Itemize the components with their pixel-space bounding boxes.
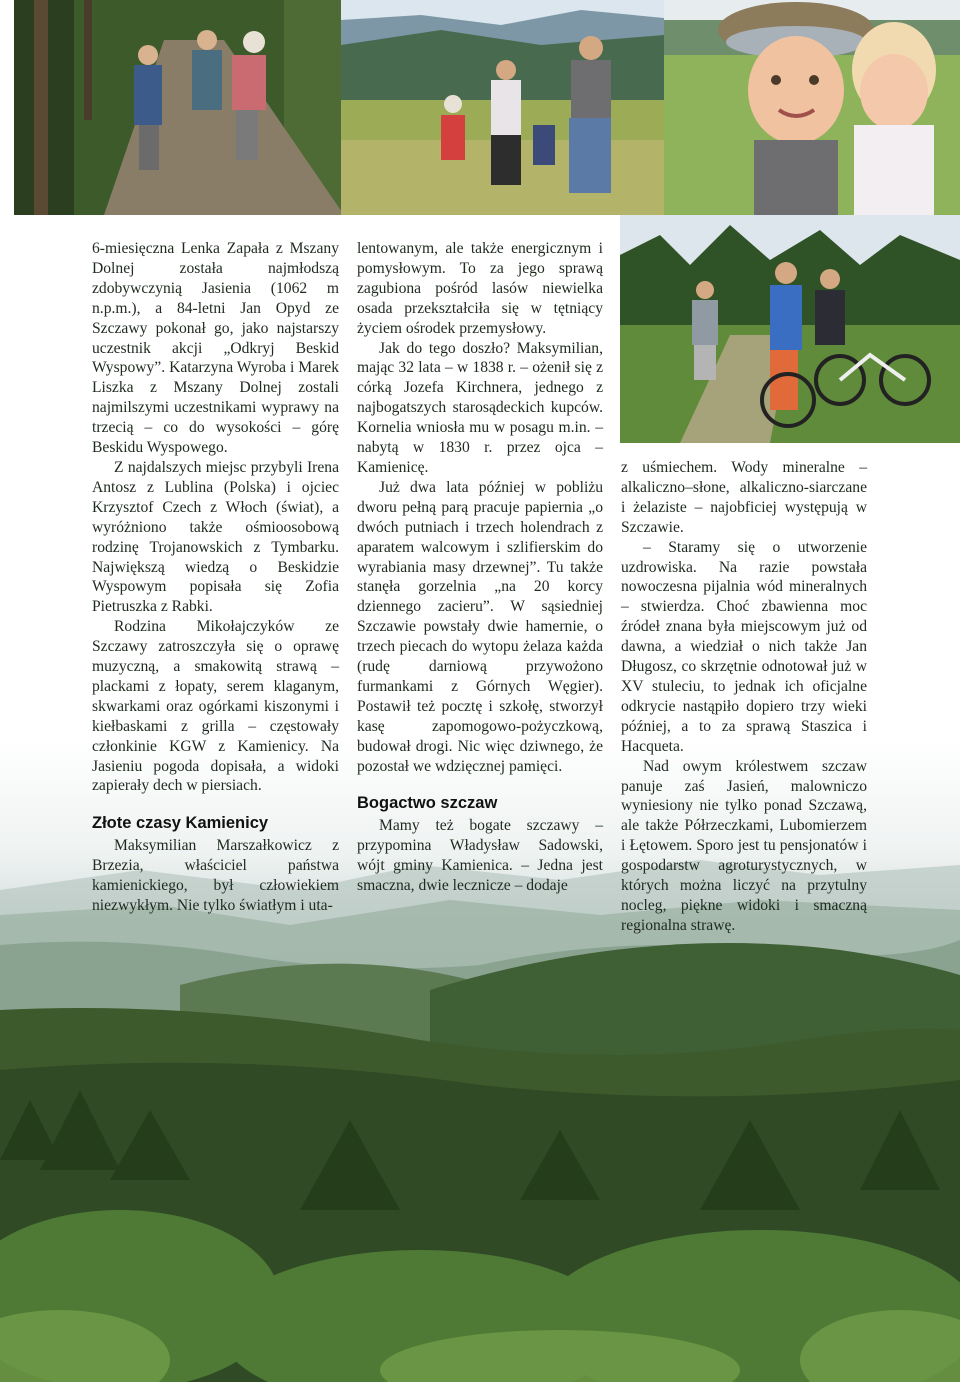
section-heading: Bogactwo szczaw [357,794,498,813]
children-photo [664,0,960,215]
paragraph: Maksymilian Marszałkowicz z Brzezia, właściciel państwa kamienickiego, był człowiekiem niezwykłym. Nie tylko światłym i uta- [92,837,339,915]
paragraph: Mamy też bogate szczawy – przypomina Władysław Sadowski, wójt gminy Kamienica. – Jedna jest smaczna, dwie lecznicze – dodaje [357,817,603,895]
text-column-3 [621,458,867,936]
paragraph: lentowanym, ale także energicznym i pomysłowym. To za jego sprawą zagubiona pośród lasów niewielka osada przekształciła się w tętniący życiem ośrodek przemysłowy. [357,240,603,337]
paragraph: Jak do tego doszło? Maksymilian, mając 32 lata – w 1838 r. – ożenił się z córką Jozefa Kirchnera, jednego z najbogatszych starosądeckich kupców. Kornelia wniosła mu w posagu m.in. – nabytą w 1830 r. przez ojca – Kamienicę. [357,339,603,476]
hikers-photo [14,0,344,215]
paragraph: – Staramy się o utworzenie uzdrowiska. Na razie powstała nowoczesna pijalnia wód mineralnych – stwierdza. Choć zbawienna moc źródeł znana była miejscowym już od dawna, a wiedział o nich także Jan Długosz, co skrzętnie odnotował już w XV stuleciu, to jednak ich oficjalne odkrycie nastąpiło dopiero trzy wieki później, a to za sprawą Staszica i Hacqueta. [621,538,867,755]
family-hike-photo [341,0,664,215]
paragraph: Z najdalszych miejsc przybyli Irena Antosz z Lublina (Polska) i ojciec Krzysztof Czech z Włoch (świat), a wyróżniono także ośmioosobową rodzinę Trojanowskich z Tymbarku. Największą wiedzą o Beskidzie Wyspowym popisała się Zofia Pietruszka z Rabki. [92,458,339,616]
paragraph: 6-miesięczna Lenka Zapała z Mszany Dolnej została najmłodszą zdobywczynią Jasienia (1062 m n.p.m.), a 84-letni Jan Opyd ze Szczawy pokonał go, jako najstarszy uczestnik akcji „Odkryj Beskid Wyspowy”. Katarzyna Wyroba i Marek Liszka z Mszany Dolnej zostali najmilszymi uczestnikami wyprawy na trzecią – co do wysokości – górę Beskidu Wyspowego. [92,240,339,457]
paragraph: Rodzina Mikołajczyków ze Szczawy zatroszczyła się o oprawę muzyczną, a smakowitą strawą – plackami z łopaty, serem klaganym, skwarkami oraz ogórkami kiszonymi i kiełbaskami z grilla – częstowały członkinie KGW z Kamienicy. Na Jasieniu pogoda dopisała, a widoki zapierały dech w piersiach. [92,618,339,795]
paragraph: Już dwa lata później w pobliżu dworu pełną parą pracuje papiernia „o dwóch putniach i trzech holendrach z aparatem walcowym i szlifierskim do wyrabiania masy drzewnej”. Tu także stanęła gorzelnia „na 20 korcy dziennego zacieru”. W sąsiedniej Szczawie powstały dwie hamernie, o trzech piecach do wytopu żelaza każda (rudę darniową przywożono furmankami z Górnych Węgier). Postawił też pocztę i szkołę, stworzył kasę zapomogowo-pożyczkową, budował drogi. Nic więc dziwnego, że pozostał we wdzięcznej pamięci. [357,478,603,775]
paragraph: z uśmiechem. Wody mineralne – alkaliczno–słone, alkaliczno-siarczane i żelaziste – najobficiej występują w Szczawie. [621,459,867,536]
section-heading: Złote czasy Kamienicy [92,814,269,833]
text-column-1 [92,239,339,916]
text-column-2 [357,239,603,896]
paragraph: Nad owym królestwem szczaw panuje zaś Jasień, malowniczo wyniesiony nie tylko ponad Szczawą, ale także Półrzeczkami, Lubomierzem i Łętowem. Sporo jest tu pensjonatów i gospodarstw agroturystycznych, w których można liczyć na przytulny nocleg, piękne widoki i smaczną regionalna strawę. [621,757,867,934]
cyclists-photo [620,215,960,443]
